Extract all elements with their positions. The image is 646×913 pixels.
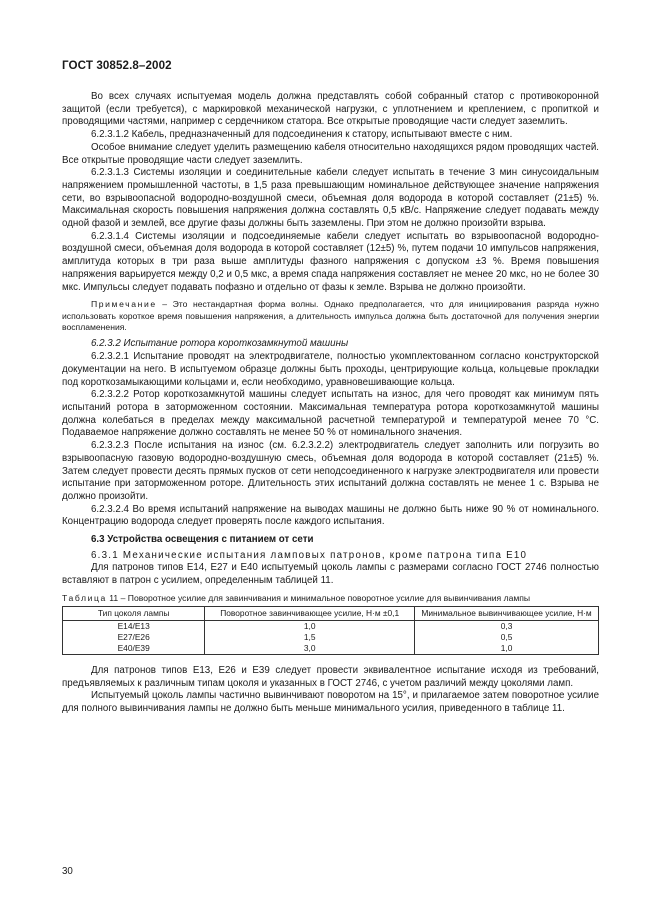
table-cell: 0,3 — [415, 620, 599, 632]
standard-header: ГОСТ 30852.8–2002 — [62, 59, 172, 72]
paragraph: Особое внимание следует уделить размещению кабеля относительно находящихся рядом проводящих частей. Все открытые проводящие части следует заземлить. — [62, 141, 599, 166]
table-row — [63, 632, 599, 643]
paragraph: 6.2.3.1.4 Системы изоляции и подсоединяемые кабели следует испытать во взрывоопасной водородно-воздушной смеси, объемная доля водорода в которой составляет (12±5) %, путем подачи 10 импульсов напряжения, амплитуда которых в три раза выше амплитуды фазного напряжения с допуском ±3 %. Время повышения напряжения варьируется между 0,2 и 0,5 мкс, а время спада напряжения составляет не менее 20 мкс, но не более 30 мкс. Импульсы следует подавать пофазно и отдельно от фазы к земле. Взрыва не должно произойти. — [62, 230, 599, 293]
section-heading: 6.3 Устройства освещения с питанием от сети — [91, 534, 314, 546]
paragraph: 6.2.3.1.3 Системы изоляции и соединительные кабели следует испытать в течение 3 мин синусоидальным напряжением промышленной частоты, в 1,5 раза превышающим номинальное действующее значение напряжения сети, во взрывоопасной водородно-воздушной смеси, объемная доля водорода в которой составляет (21±5) %. Максимальная скорость повышения напряжения должна составлять 0,5 кВ/с. Напряжение следует подавать между одной фазой и землей, все другие фазы должны быть заземлены. При этом не должно произойти взрыва. — [62, 167, 599, 230]
table-caption-text: 11 – Поворотное усилие для завинчивания и минимальное поворотное усилие для вывинчивания лампы — [106, 592, 531, 603]
paragraph: Во всех случаях испытуемая модель должна представлять собой собранный статор с противокоронной защитой (если требуется), с маркировкой механической нагрузки, с уплотнением и креплением, с пропиткой и проводящими частями, например с сердечником статора. Все открытые проводящие части следует заземлить. — [62, 91, 599, 128]
paragraph: 6.2.3.2.1 Испытание проводят на электродвигателе, полностью укомплектованном согласно конструкторской документации на него. В испытуемом образце должны быть проходы, центрирующие кольца, кольцевые прокладки под короткозамыкающими кольцами и, если необходимо, уравновешивающие кольца. — [62, 351, 599, 388]
subsection-heading: 6.3.1 Механические испытания ламповых патронов, кроме патрона типа Е10 — [91, 549, 528, 561]
paragraph: Испытуемый цоколь лампы частично вывинчивают поворотом на 15°, и прилагаемое затем поворотное усилие для полного вывинчивания лампы не должно быть меньше минимального усилия, приведенного в таблице 11. — [62, 690, 599, 714]
note — [62, 299, 599, 333]
paragraph: 6.2.3.1.2 Кабель, предназначенный для подсоединения к статору, испытывают вместе с ним. — [91, 129, 513, 141]
table-cell: 1,0 — [205, 620, 415, 632]
paragraph: 6.2.3.2.2 Ротор короткозамкнутой машины следует испытать на износ, для чего проводят как минимум пять испытаний ротора в заторможенном состоянии. Максимальная температура ротора короткозамкнутой машины должна колебаться в пределах между максимальной расчетной температурой и температурой менее 70 °С. Подаваемое напряжение должно составлять не менее 50 % от номинального значения. — [62, 389, 599, 439]
note-text: – Это нестандартная форма волны. Однако предполагается, что для инициирования разряда нужно использовать короткое время повышения напряжения, а длительность импульса должна быть достаточной для получения энергии воспламенения. — [62, 299, 599, 333]
paragraph: Для патронов типов Е14, Е27 и Е40 испытуемый цоколь лампы с размерами согласно ГОСТ 2746 полностью вставляют в патрон с усилием, определенным таблицей 11. — [62, 562, 599, 587]
table-header-row — [63, 606, 599, 620]
table-cell: 3,0 — [205, 643, 415, 655]
table-cell: Е14/Е13 — [63, 620, 205, 632]
table-cell: Е40/Е39 — [63, 643, 205, 655]
section-heading: 6.2.3.2 Испытание ротора короткозамкнутой машины — [91, 338, 349, 350]
table-row — [63, 620, 599, 632]
table-row — [63, 643, 599, 655]
column-header: Поворотное завинчивающее усилие, Н·м ±0,1 — [205, 606, 415, 620]
paragraph: 6.2.3.2.4 Во время испытаний напряжение на выводах машины не должно быть ниже 90 % от номинального. Концентрацию водорода следует проверять после каждого испытания. — [62, 503, 599, 528]
table-cell: 0,5 — [415, 632, 599, 643]
column-header: Тип цоколя лампы — [63, 606, 205, 620]
page-number: 30 — [62, 866, 73, 877]
paragraph: Для патронов типов Е13, Е26 и Е39 следует провести эквивалентное испытание исходя из требований, предъявляемых к различным типам цоколя и указанных в ГОСТ 2746, с учетом различий между цоколями ламп. — [62, 664, 599, 689]
torque-table — [62, 606, 599, 655]
table-label: Таблица — [62, 592, 107, 603]
table-cell: Е27/Е26 — [63, 632, 205, 643]
table-cell: 1,0 — [415, 643, 599, 655]
column-header: Минимальное вывинчивающее усилие, Н·м — [415, 606, 599, 620]
paragraph: 6.2.3.2.3 После испытания на износ (см. 6.2.3.2.2) электродвигатель следует заполнить или погрузить во взрывоопасную газовую водородно-воздушную смесь, объемная доля водорода в которой составляет (21±5) %. Затем следует провести десять прямых пусков от сети неподсоединенного к нагрузке электродвигателя или провести испытание при заторможенном роторе. Длительность этих испытаний должна составлять не менее 1 с. Взрыва не должно произойти. — [62, 440, 599, 502]
note-label: Примечание — [91, 299, 157, 310]
table-caption — [62, 593, 599, 604]
document-body — [62, 91, 599, 716]
table-cell: 1,5 — [205, 632, 415, 643]
